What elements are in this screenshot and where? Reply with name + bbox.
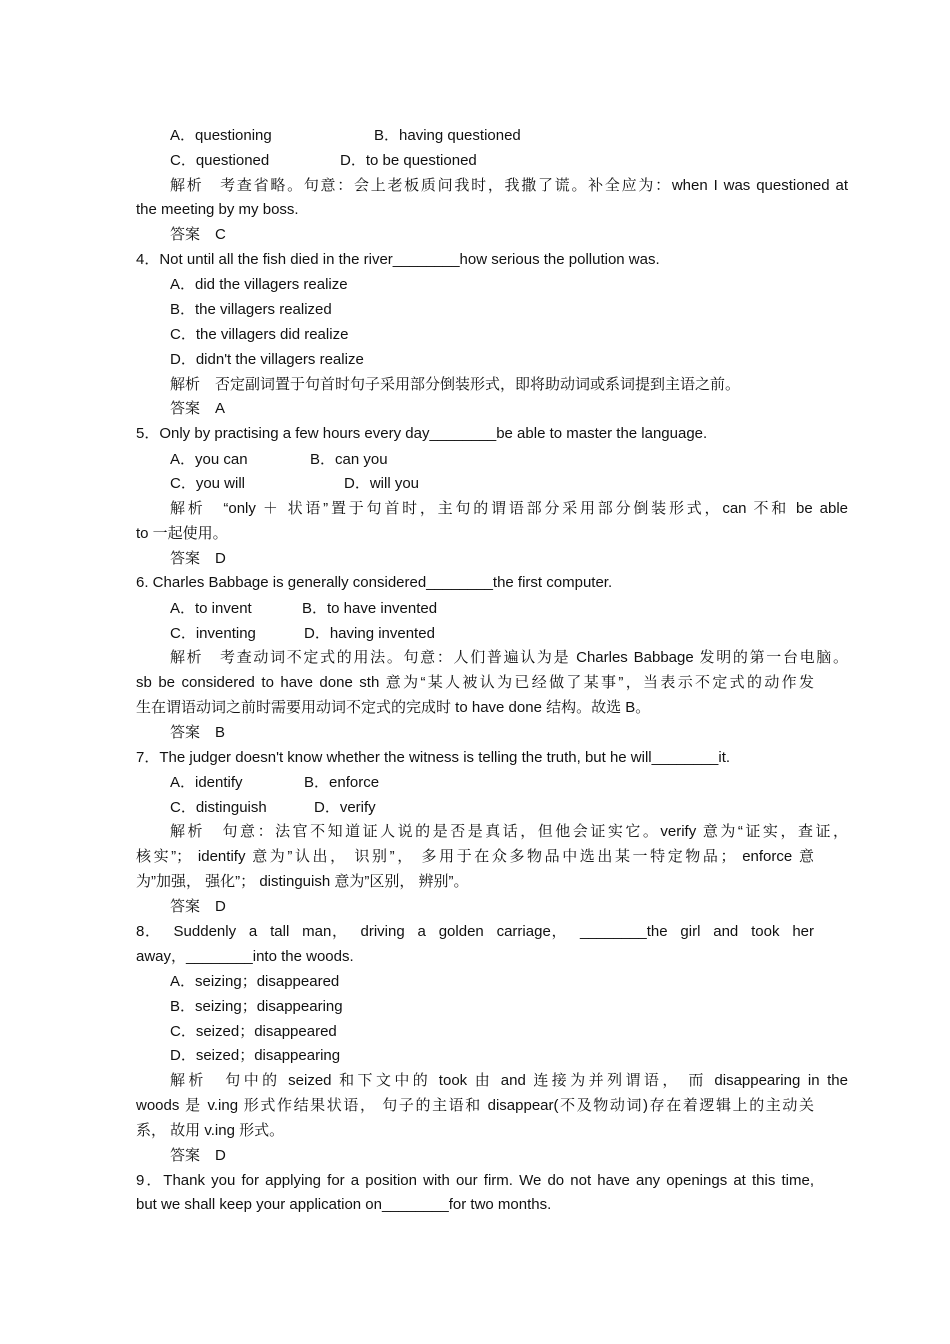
q6-options-row-2: [136, 624, 848, 644]
q6-option-c: C．inventing: [170, 625, 256, 642]
q6-options-row-1: [136, 599, 848, 619]
q9-stem-line-2: but we shall keep your application on________for two months.: [136, 1196, 552, 1213]
q8-stem-line-1: 8． Suddenly a tall man， driving a golden carriage， ________the girl and took her: [136, 923, 814, 940]
q7-option-d: D．verify: [314, 799, 376, 816]
q6-option-a: A．to invent: [170, 600, 252, 617]
q7-explanation-line-3: 为”加强， 强化”； distinguish 意为”区别， 辨别”。: [136, 873, 469, 890]
q6-explanation-line-1: 解析 考查动词不定式的用法。句意：人们普遍认为是 Charles Babbage 发明的第一台电脑。: [170, 649, 848, 666]
q5-stem: 5．Only by practising a few hours every day________be able to master the language.: [136, 425, 708, 442]
q5-option-b: B．can you: [310, 451, 388, 468]
q6-option-b: B．to have invented: [302, 600, 438, 617]
q8-answer: 答案 D: [170, 1147, 226, 1164]
q7-option-c: C．distinguish: [170, 799, 267, 816]
q8-option-b: B．seizing；disappearing: [170, 998, 343, 1015]
q7-option-b: B．enforce: [304, 774, 380, 791]
q4-explanation: 解析 否定副词置于句首时句子采用部分倒装形式，即将助动词或系词提到主语之前。: [170, 376, 741, 393]
q5-option-d: D．will you: [344, 475, 420, 492]
q3-options-row-2: [136, 151, 848, 171]
q6-explanation-line-3: 生在谓语动词之前时需要用动词不定式的完成时 to have done 结构。故选 B。: [136, 699, 651, 716]
q5-explanation-line-2: to 一起使用。: [136, 525, 228, 542]
q8-option-d: D．seized；disappearing: [170, 1047, 341, 1064]
q3-option-d: D．to be questioned: [340, 152, 477, 169]
q3-answer: 答案 C: [170, 226, 226, 243]
q4-answer: 答案 A: [170, 400, 226, 417]
q8-option-a: A．seizing；disappeared: [170, 973, 340, 990]
q8-explanation-line-2: woods 是 v.ing 形式作结果状语， 句子的主语和 disappear(不及物动词)存在着逻辑上的主动关: [136, 1097, 814, 1114]
q5-option-c: C．you will: [170, 475, 246, 492]
q7-answer: 答案 D: [170, 898, 226, 915]
q3-option-b: B．having questioned: [374, 127, 521, 144]
q4-stem: 4．Not until all the fish died in the river________how serious the pollution was.: [136, 251, 660, 268]
q8-explanation-line-1: 解析 句中的 seized 和下文中的 took 由 and 连接为并列谓语， 而 disappearing in the: [170, 1072, 848, 1089]
q8-option-c: C．seized；disappeared: [170, 1023, 337, 1040]
q8-explanation-line-3: 系， 故用 v.ing 形式。: [136, 1122, 285, 1139]
q3-options-row-1: [136, 126, 848, 146]
q7-explanation-line-2: 核实”； identify 意为”认出， 识别”， 多用于在众多物品中选出某一特定物品； enforce 意: [136, 848, 814, 865]
q6-stem: 6. Charles Babbage is generally considered________the first computer.: [136, 574, 613, 591]
q4-option-b: B．the villagers realized: [170, 301, 332, 318]
q4-option-a: A．did the villagers realize: [170, 276, 348, 293]
q3-explanation-line-2: the meeting by my boss.: [136, 201, 299, 218]
q3-option-c: C．questioned: [170, 152, 270, 169]
q6-option-d: D．having invented: [304, 625, 435, 642]
q8-stem-line-2: away，________into the woods.: [136, 948, 354, 965]
q3-option-a: A．questioning: [170, 127, 272, 144]
q9-stem-line-1: 9．Thank you for applying for a position with our firm. We do not have any openings at this time,: [136, 1172, 814, 1189]
q5-options-row-1: [136, 450, 848, 470]
q3-explanation-line-1: 解析 考查省略。句意：会上老板质问我时，我撒了谎。补全应为：when I was questioned at: [170, 177, 848, 194]
q5-answer: 答案 D: [170, 550, 226, 567]
q7-stem: 7．The judger doesn't know whether the witness is telling the truth, but he will________it.: [136, 749, 731, 766]
q4-option-c: C．the villagers did realize: [170, 326, 349, 343]
q5-options-row-2: [136, 474, 848, 494]
q5-explanation-line-1: 解析 “only ＋ 状语”置于句首时，主句的谓语部分采用部分倒装形式，can 不和 be able: [170, 500, 848, 517]
q5-option-a: A．you can: [170, 451, 248, 468]
q7-options-row-1: [136, 773, 848, 793]
q4-option-d: D．didn't the villagers realize: [170, 351, 364, 368]
q7-option-a: A．identify: [170, 774, 243, 791]
q7-options-row-2: [136, 798, 848, 818]
q7-explanation-line-1: 解析 句意：法官不知道证人说的是否是真话，但他会证实它。verify 意为“证实，查证，: [170, 823, 848, 840]
q6-answer: 答案 B: [170, 724, 226, 741]
q6-explanation-line-2: sb be considered to have done sth 意为“某人被认为已经做了某事”，当表示不定式的动作发: [136, 674, 814, 691]
